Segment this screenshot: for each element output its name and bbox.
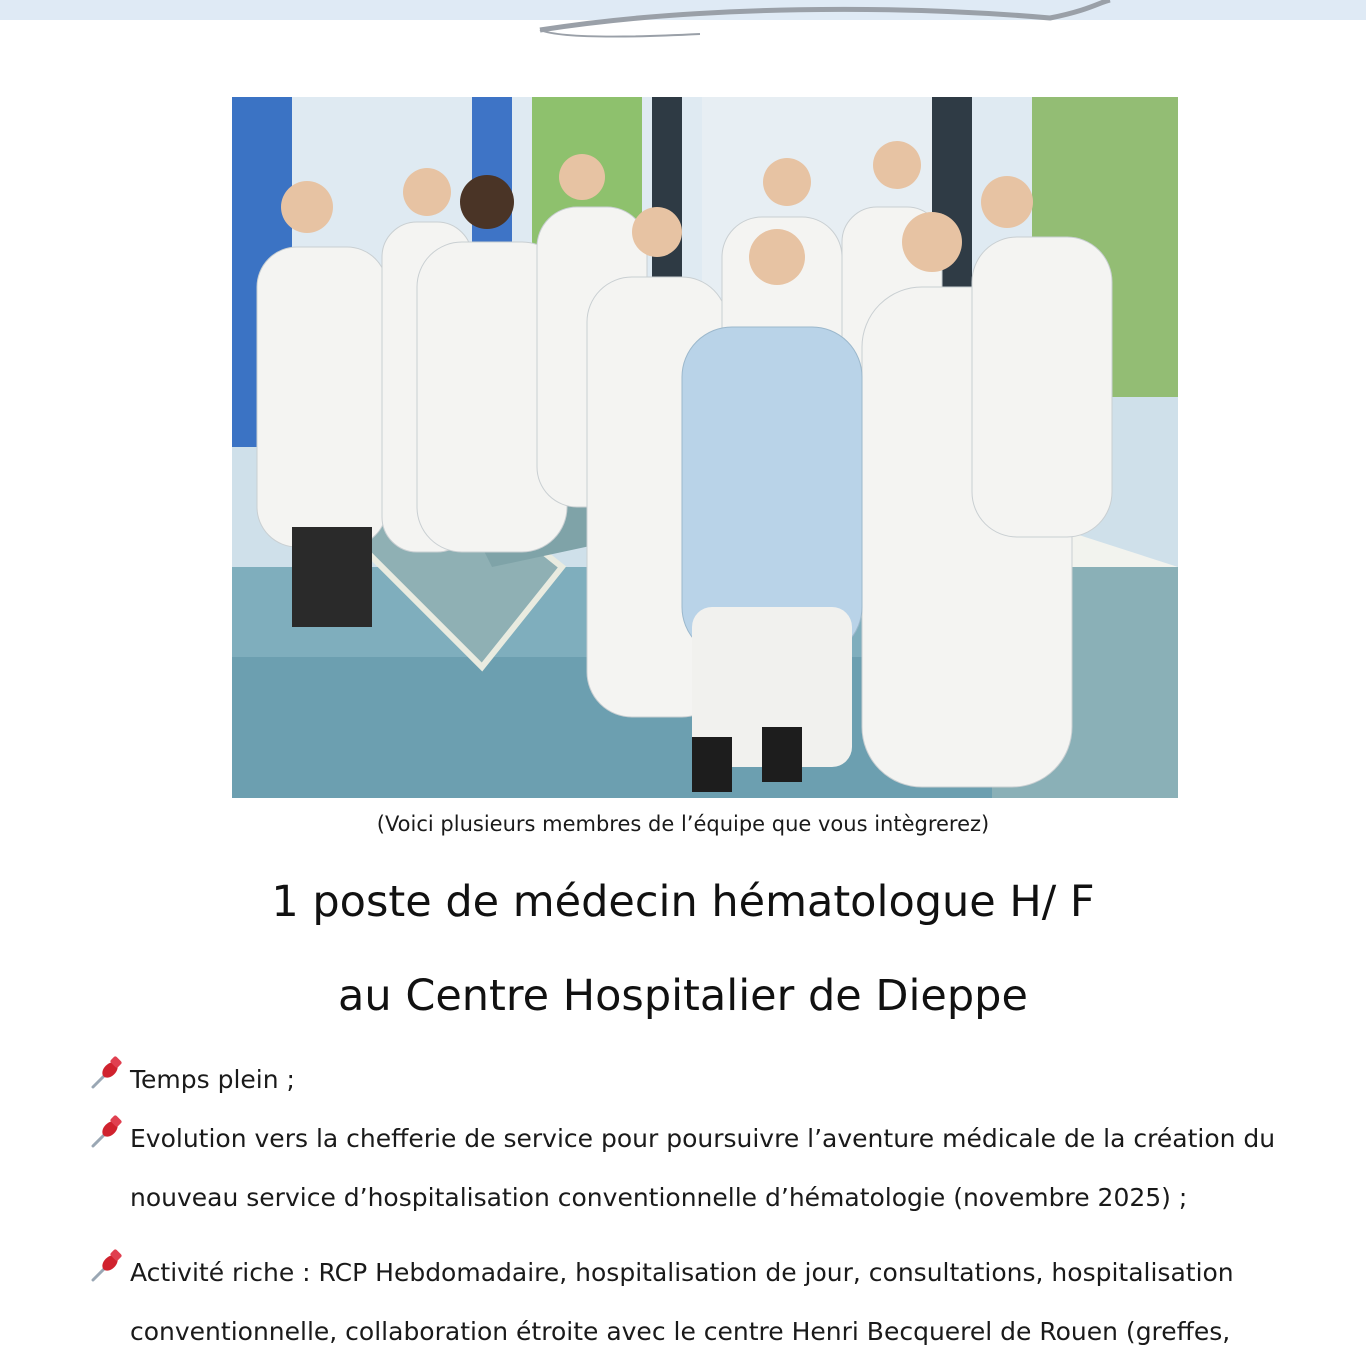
team-photo bbox=[232, 97, 1178, 798]
list-item-text: Activité riche : RCP Hebdomadaire, hospitalisation de jour, consultations, hospitalisation bbox=[130, 1258, 1234, 1287]
pushpin-icon bbox=[88, 1249, 124, 1285]
list-item bbox=[88, 1109, 1313, 1227]
list-item-text: Evolution vers la chefferie de service pour poursuivre l’aventure médicale de la création du bbox=[130, 1124, 1276, 1153]
header-wave-decoration bbox=[0, 0, 1366, 50]
job-title: 1 poste de médecin hématologue H/ F bbox=[271, 877, 1095, 927]
list-item-text: Temps plein ; bbox=[130, 1065, 295, 1094]
job-features-list bbox=[88, 1050, 1313, 1361]
job-location: au Centre Hospitalier de Dieppe bbox=[338, 971, 1028, 1021]
team-photo-illustration bbox=[232, 97, 1178, 798]
list-item-text: conventionnelle, collaboration étroite avec le centre Henri Becquerel de Rouen (greffes, bbox=[130, 1317, 1231, 1346]
photo-caption: (Voici plusieurs membres de l’équipe que vous intègrerez) bbox=[376, 812, 990, 836]
list-item-text: nouveau service d’hospitalisation conventionnelle d’hématologie (novembre 2025) ; bbox=[130, 1183, 1188, 1212]
list-item bbox=[88, 1050, 1313, 1109]
list-item bbox=[88, 1243, 1313, 1361]
pushpin-icon bbox=[88, 1056, 124, 1092]
pushpin-icon bbox=[88, 1115, 124, 1151]
